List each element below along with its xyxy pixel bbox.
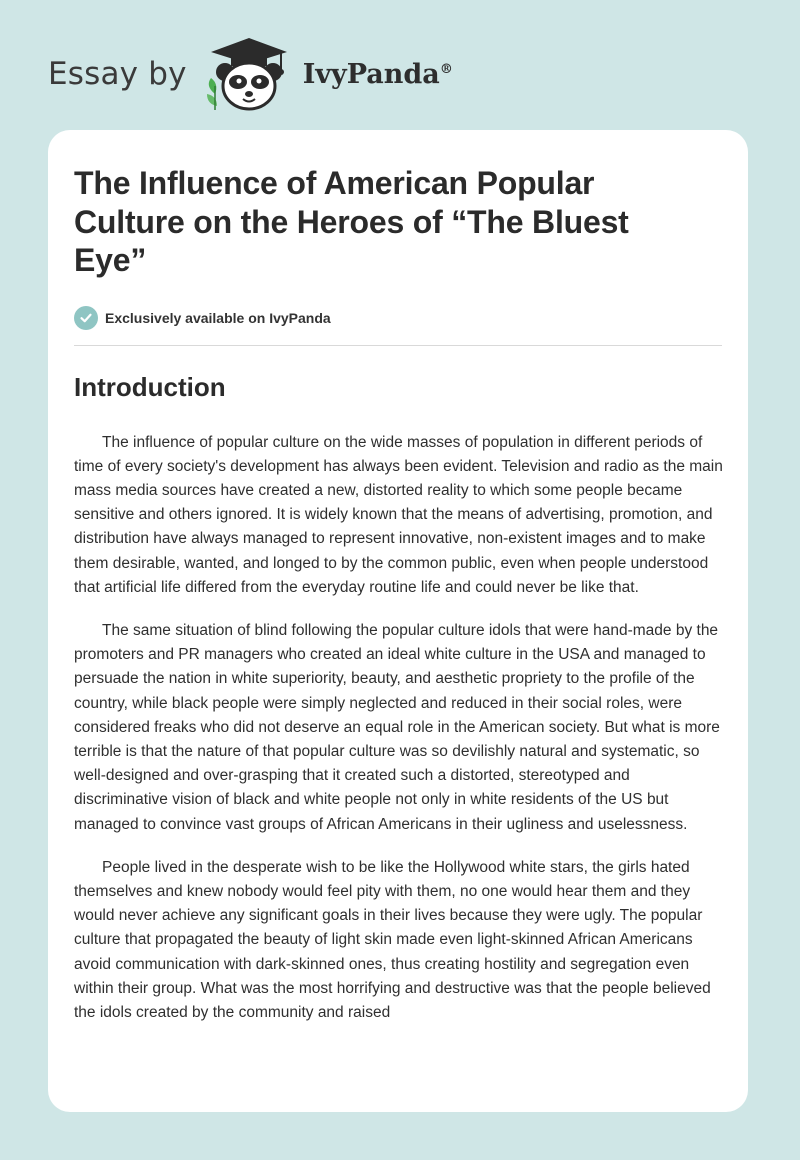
brand-name[interactable]: IvyPanda®: [302, 58, 453, 90]
site-header: [48, 34, 453, 114]
checkmark-icon: [74, 306, 98, 330]
paragraph-3: People lived in the desperate wish to be like the Hollywood white stars, the girls hated themselves and knew nobody would feel pity with them, no one would hear them and they would never achieve any significant goals in their lives because they were ugly. The popular culture that propagated the beauty of light skin made even light-skinned African Americans avoid communication with dark-skinned ones, thus creating hostility and segregation even within their group. What was the most horrifying and destructive was that the people believed the idols created by the community and raised: [74, 858, 711, 1021]
paragraph-1: The influence of popular culture on the wide masses of population in different periods of time of every society's development has always been evident. Television and radio as the main mass media sources have created a new, distorted reality to which some people became sensitive and others ignored. It is widely known that the means of advertising, promotion, and distribution have always managed to represent innovative, non-existent images and to make them desirable, wanted, and longed to by the common public, even when people understood that artificial life differed from the everyday routine life and could never be like that.: [74, 433, 723, 596]
essay-title: The Influence of American Popular Culture on the Heroes of “The Bluest Eye”: [74, 165, 629, 278]
section-heading-introduction: Introduction: [74, 371, 226, 402]
registered-mark: ®: [439, 61, 453, 77]
exclusive-badge: [74, 306, 722, 330]
paragraph-2: The same situation of blind following the popular culture idols that were hand-made by the promoters and PR managers who created an ideal white culture in the USA and managed to persuade the nation in white superiority, beauty, and aesthetic propriety to the profile of the country, while black people were simply neglected and reduced in their social roles, were considered freaks who did not deserve an equal role in the American society. But what is more terrible is that the nature of that popular culture was so devilishly natural and systematic, so well-designed and over-grasping that it created such a distorted, stereotyped and discriminative vision of black and white people not only in white residents of the US but managed to convince vast groups of African Americans in their ugliness and uselessness.: [74, 621, 720, 833]
panda-logo-icon[interactable]: [201, 34, 297, 114]
exclusive-badge-text: Exclusively available on IvyPanda: [105, 309, 331, 326]
essay-by-label: Essay by: [48, 56, 187, 92]
title-divider: [74, 345, 722, 346]
essay-card: [48, 130, 748, 1112]
